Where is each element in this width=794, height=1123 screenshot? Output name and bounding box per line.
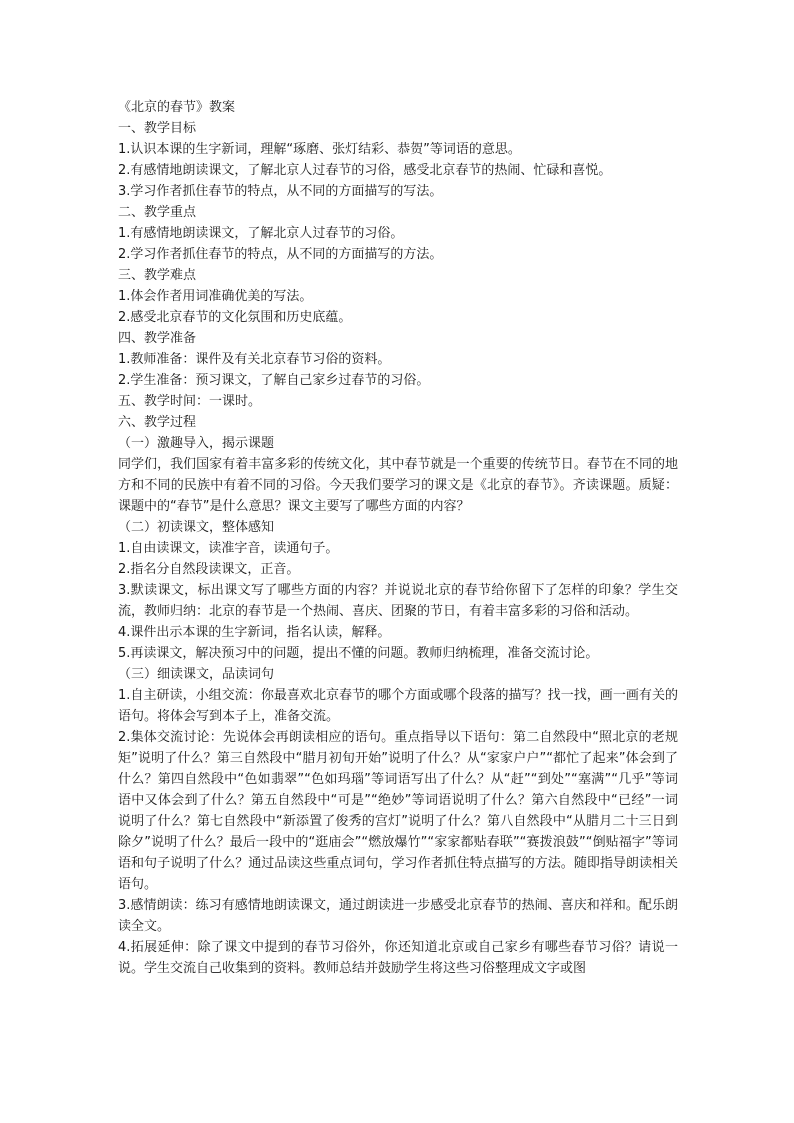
process-item: 4.拓展延伸：除了课文中提到的春节习俗外，你还知道北京或自己家乡有哪些春节习俗？请说一说。学生交流自己收集到的资料。教师总结并鼓励学生将这些习俗整理成文字或图 (118, 940, 678, 976)
lesson-plan-document (118, 97, 678, 979)
process-item: 1.自由读课文，读准字音，读通句子。 (118, 541, 339, 556)
process-item: 4.课件出示本课的生字新词，指名认读，解释。 (118, 625, 391, 640)
process-step-paragraph: 同学们，我们国家有着丰富多彩的传统文化，其中春节就是一个重要的传统节日。春节在不同的地方和不同的民族中有着不同的习俗。今天我们要学习的课文是《北京的春节》。齐读课题。质疑：课题中的“春节”是什么意思？课文主要写了哪些方面的内容？ (118, 457, 678, 514)
objective-item: 2.有感情地朗读课文，了解北京人过春节的习俗，感受北京春节的热闹、忙碌和喜悦。 (118, 163, 612, 178)
section-heading-key-points: 二、教学重点 (118, 205, 197, 220)
section-heading-time: 五、教学时间：一课时。 (118, 394, 262, 409)
process-item: 5.再读课文，解决预习中的问题，提出不懂的问题。教师归纳梳理，准备交流讨论。 (118, 646, 599, 661)
process-step-heading: （三）细读课文，品读词句 (118, 667, 275, 682)
section-heading-process: 六、教学过程 (118, 415, 197, 430)
process-item: 2.指名分自然段读课文，正音。 (118, 562, 300, 577)
document-title: 《北京的春节》教案 (118, 100, 236, 115)
section-heading-preparation: 四、教学准备 (118, 331, 197, 346)
difficulty-item: 1.体会作者用词准确优美的写法。 (118, 289, 313, 304)
section-heading-objectives: 一、教学目标 (118, 121, 197, 136)
key-point-item: 1.有感情地朗读课文，了解北京人过春节的习俗。 (118, 226, 404, 241)
process-item: 3.默读课文，标出课文写了哪些方面的内容？并说说北京的春节给你留下了怎样的印象？学生交流，教师归纳：北京的春节是一个热闹、喜庆、团聚的节日，有着丰富多彩的习俗和活动。 (118, 583, 678, 619)
process-item: 1.自主研读，小组交流：你最喜欢北京春节的哪个方面或哪个段落的描写？找一找，画一画有关的语句。将体会写到本子上，准备交流。 (118, 688, 678, 724)
objective-item: 1.认识本课的生字新词，理解“琢磨、张灯结彩、恭贺”等词语的意思。 (118, 142, 521, 157)
process-item: 2.集体交流讨论：先说体会再朗读相应的语句。重点指导以下语句：第二自然段中“照北京的老规矩”说明了什么？第三自然段中“腊月初旬开始”说明了什么？从“家家户户”“都忙了起来”体会到了什么？第四自然段中“色如翡翠”“色如玛瑙”等词语写出了什么？从“赶”“到处”“塞满”“几乎”等词语中又体会到了什么？第五自然段中“可是”“绝妙”等词语说明了什么？第六自然段中“已经”一词说明了什么？第七自然段中“新添置了俊秀的宫灯”说明了什么？第八自然段中“从腊月二十三日到除夕”说明了什么？最后一段中的“逛庙会”“燃放爆竹”“家家都贴春联”“赛拨浪鼓”“倒贴福字”等词语和句子说明了什么？通过品读这些重点词句，学习作者抓住特点描写的方法。随即指导朗读相关语句。 (118, 730, 678, 892)
key-point-item: 2.学习作者抓住春节的特点，从不同的方面描写的方法。 (118, 247, 443, 262)
objective-item: 3.学习作者抓住春节的特点，从不同的方面描写的写法。 (118, 184, 443, 199)
preparation-item: 2.学生准备：预习课文，了解自己家乡过春节的习俗。 (118, 373, 430, 388)
preparation-item: 1.教师准备：课件及有关北京春节习俗的资料。 (118, 352, 391, 367)
process-step-heading: （二）初读课文，整体感知 (118, 520, 275, 535)
difficulty-item: 2.感受北京春节的文化氛围和历史底蕴。 (118, 310, 352, 325)
process-item: 3.感情朗读：练习有感情地朗读课文，通过朗读进一步感受北京春节的热闹、喜庆和祥和。配乐朗读全文。 (118, 898, 678, 934)
process-step-heading: （一）激趣导入，揭示课题 (118, 436, 275, 451)
section-heading-difficulties: 三、教学难点 (118, 268, 197, 283)
